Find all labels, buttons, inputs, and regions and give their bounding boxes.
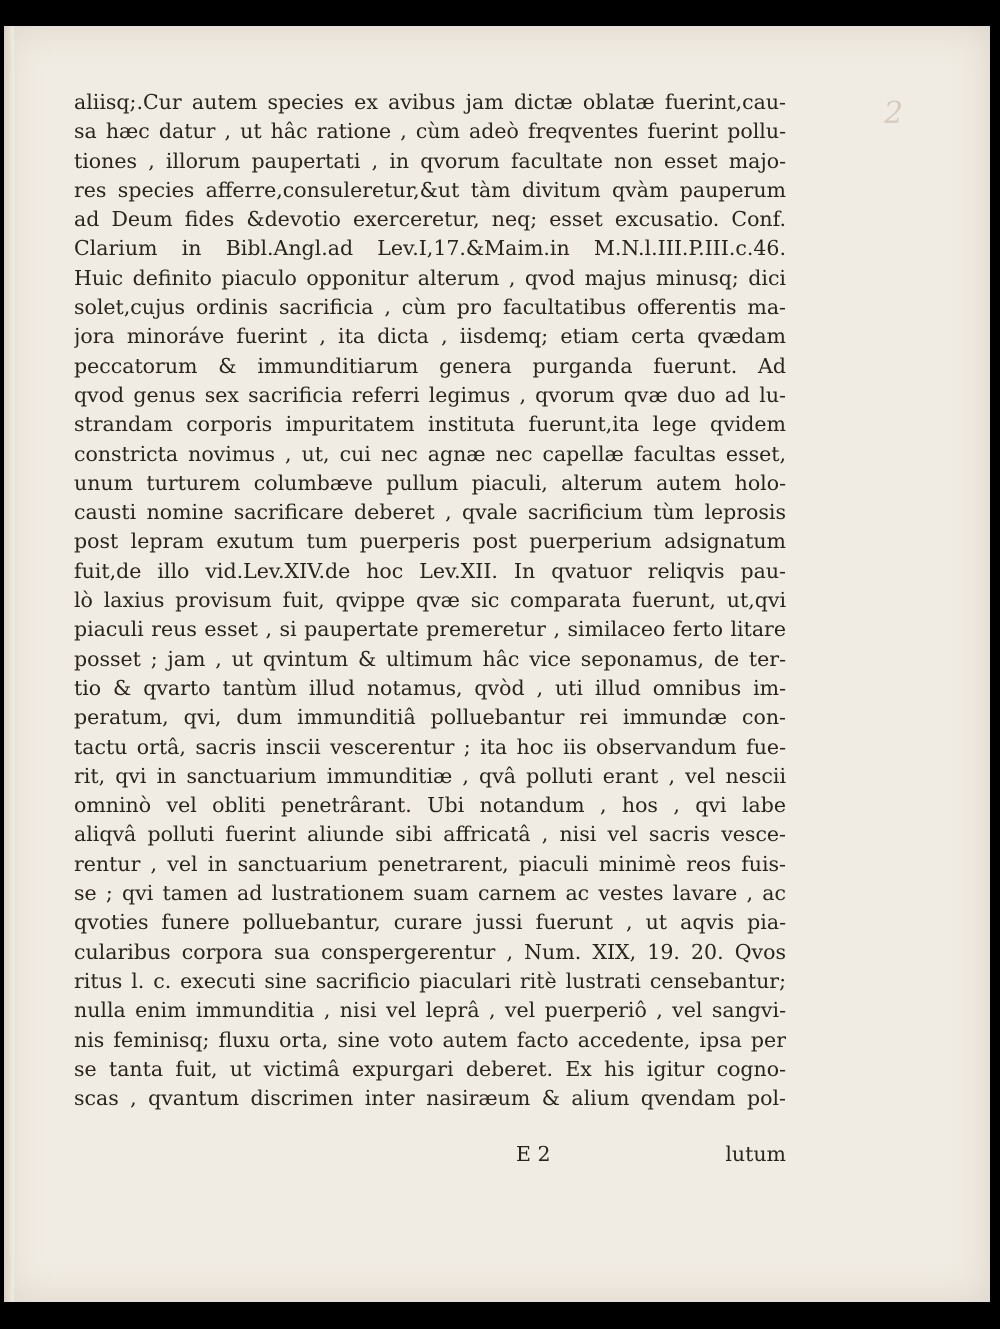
text-line: unum turturem columbæve pullum piaculi, alterum autem holo- [74,470,786,495]
text-line: sa hæc datur , ut hâc ratione , cùm adeò freqventes fuerint pollu- [74,119,786,144]
text-line: se ; qvi tamen ad lustrationem suam carnem ac vestes lavare , ac [74,881,786,906]
text-line: Huic definito piaculo opponitur alterum , qvod majus minusq; dici [74,265,786,290]
text-line: peratum, qvi, dum immunditiâ polluebantur rei immundæ con- [74,705,786,730]
text-line: rit, qvi in sanctuarium immunditiæ , qvâ polluti erant , vel nescii [74,763,786,788]
text-line: qvoties funere polluebantur, curare jussi fuerunt , ut aqvis pia- [74,910,786,935]
text-line: posset ; jam , ut qvintum & ultimum hâc vice seponamus, de ter- [74,646,786,671]
signature-mark: E 2 [516,1142,551,1166]
text-line: aliisq;.Cur autem species ex avibus jam dictæ oblatæ fuerint,cau- [74,90,786,114]
text-line: lò laxius provisum fuit, qvippe qvæ sic comparata fuerunt, ut,qvi [74,588,786,613]
text-line: Clarium in Bibl.Angl.ad Lev.I,17.&Maim.in M.N.l.III.P.III.c.46. [74,236,786,261]
text-line: omninò vel obliti penetrârant. Ubi notandum , hos , qvi labe [74,793,786,818]
text-line: fuit,de illo vid.Lev.XIV.de hoc Lev.XII. In qvatuor reliqvis pau- [74,558,786,583]
text-line: res species afferre,consuleretur,&ut tàm divitum qvàm pauperum [74,177,786,202]
text-line: post lepram exutum tum puerperis post puerperium adsignatum [74,529,786,554]
text-line: constricta novimus , ut, cui nec agnæ nec capellæ facultas esset, [74,441,786,466]
text-line: ritus l. c. executi sine sacrificio piaculari ritè lustrati censebantur; [74,968,786,993]
text-line: nulla enim immunditia , nisi vel leprâ , vel puerperiô , vel sangvi- [74,998,786,1023]
text-line: tio & qvarto tantùm illud notamus, qvòd , uti illud omnibus im- [74,675,786,700]
text-line: tiones , illorum paupertati , in qvorum facultate non esset majo- [74,148,786,173]
text-line: scas , qvantum discrimen inter nasiræum & alium qvendam pol- [74,1086,786,1111]
catchword: lutum [725,1142,786,1166]
text-line: rentur , vel in sanctuarium penetrarent, piaculi minimè reos fuis- [74,851,786,876]
text-line: ad Deum fides &devotio exerceretur, neq; esset excusatio. Conf. [74,207,786,232]
text-line: piaculi reus esset , si paupertate premeretur , similaceo ferto litare [74,617,786,642]
text-line: tactu ortâ, sacris inscii vescerentur ; ita hoc iis observandum fue- [74,734,786,759]
page-body-text [74,88,786,1113]
page-gutter-edge [4,26,14,1302]
page-footer [74,1142,786,1172]
text-line: aliqvâ polluti fuerint aliunde sibi affricatâ , nisi vel sacris vesce- [74,822,786,847]
text-line: qvod genus sex sacrificia referri legimus , qvorum qvæ duo ad lu- [74,382,786,407]
faint-stray-mark: 2 [884,96,904,131]
text-line: cularibus corpora sua conspergerentur , Num. XIX, 19. 20. Qvos [74,939,786,964]
text-line: peccatorum & immunditiarum genera purganda fuerunt. Ad [74,353,786,378]
text-line: causti nomine sacrificare deberet , qvale sacrificium tùm leprosis [74,500,786,525]
text-line: strandam corporis impuritatem instituta fuerunt,ita lege qvidem [74,412,786,437]
text-line: nis feminisq; fluxu orta, sine voto autem facto accedente, ipsa per [74,1027,786,1052]
text-line: jora minoráve fuerint , ita dicta , iisdemq; etiam certa qvædam [74,324,786,349]
text-line: solet,cujus ordinis sacrificia , cùm pro facultatibus offerentis ma- [74,295,786,320]
text-line: se tanta fuit, ut victimâ expurgari deberet. Ex his igitur cogno- [74,1056,786,1081]
